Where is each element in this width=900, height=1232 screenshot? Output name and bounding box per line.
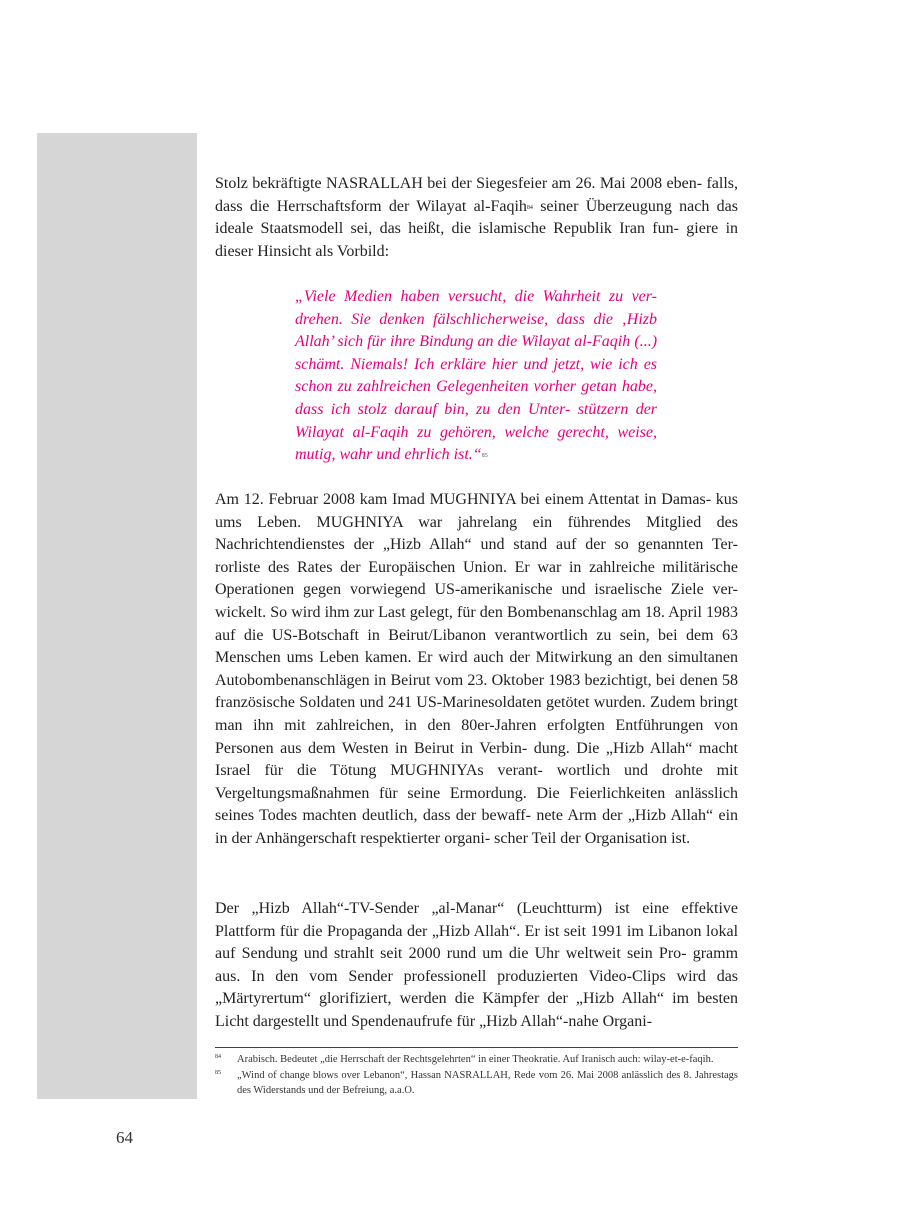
paragraph-1-text: Stolz bekräftigte NASRALLAH bei der Siegesfeier am 26. Mai 2008 eben- falls, dass die Herrschaftsform der Wilayat al-Faqih$^{84}$ seiner Überzeugung nach das ideale Staatsmodell sei, das heißt, die islamische Republik Iran fun- giere in dieser Hinsicht als Vorbild: [215, 175, 739, 260]
footnotes [215, 1052, 738, 1099]
footnote-divider [215, 1047, 738, 1048]
paragraph-2-text: Am 12. Februar 2008 kam Imad MUGHNIYA bei einem Attentat in Damas- kus ums Leben. MUGHNIYA war jahrelang ein führendes Mitglied des Nachrichtendienstes der „Hizb Allah“ und stand auf der so genannten Ter- rorliste des Rates der Europäischen Union. Er war in zahlreiche militärische Operationen gegen vorwiegend US-amerikanische und israelische Ziele ver- wickelt. So wird ihm zur Last gelegt, für den Bombenanschlag am 18. April 1983 auf die US-Botschaft in Beirut/Libanon verantwortlich zu sein, bei dem 63 Menschen ums Leben kamen. Er wird auch der Mitwirkung an den simultanen Autobombenanschlägen in Beirut vom 23. Oktober 1983 bezichtigt, bei denen 58 französische Soldaten und 241 US-Marinesoldaten getötet wurden. Zudem bringt man ihn mit zahlreichen, in den 80er-Jahren erfolgten Entführungen von Personen aus dem Westen in Beirut in Verbin- dung. Die „Hizb Allah“ macht Israel für die Tötung MUGHNIYAs verant- wortlich und drohte mit Vergeltungsmaßnahmen für seine Ermordung. Die Feierlichkeiten anlässlich seines Todes machten deutlich, dass der bewaff- nete Arm der „Hizb Allah“ ein in der Anhängerschaft respektierter organi- scher Teil der Organisation ist. [215, 491, 739, 847]
margin-bar [37, 133, 197, 1099]
block-quote: „Viele Medien haben versucht, die Wahrheit zu ver- drehen. Sie denken fälschlicherweise, dass die ‚Hizb Allah’ sich für ihre Bindung an die Wilayat al-Faqih (...) schämt. Niemals! Ich erkläre hier und jetzt, wie ich es schon zu zahlreichen Gelegenheiten vorher getan habe, dass ich stolz darauf bin, zu den Unter- stützern der Wilayat al-Faqih zu gehören, welche gerecht, weise, mutig, wahr und ehrlich ist.“$^{85}$ [295, 288, 658, 464]
footnote-text: Arabisch. Bedeutet „die Herrschaft der Rechtsgelehrten“ in einer Theokratie. Auf Iranisch auch: wilay-et-e-faqih. [237, 1054, 714, 1065]
footnote-ref-84[interactable]: 84 [526, 204, 533, 211]
paragraph-3 [215, 898, 738, 1034]
paragraph-3-text: Der „Hizb Allah“-TV-Sender „al-Manar“ (Leuchtturm) ist eine effektive Plattform für die Propaganda der „Hizb Allah“. Er ist seit 1991 im Libanon lokal auf Sendung und strahlt seit 2000 rund um die Uhr weltweit sein Pro- gramm aus. In den vom Sender professionell produzierten Video-Clips wird das „Märtyrertum“ glorifiziert, werden die Kämpfer der „Hizb Allah“ im besten Licht dargestellt und Spendenaufrufe für „Hizb Allah“-nahe Organi- [215, 900, 739, 1030]
page-number: 64 [116, 1128, 133, 1147]
footnote-number: 85 [215, 1069, 221, 1076]
paragraph-2 [215, 489, 738, 851]
footnote-number: 84 [215, 1054, 221, 1060]
paragraph-1 [215, 173, 738, 263]
footnote-85 [215, 1068, 738, 1099]
footnote-ref-85[interactable]: 85 [481, 453, 488, 460]
footnote-84 [215, 1052, 738, 1068]
footnote-text: „Wind of change blows over Lebanon“, Hassan NASRALLAH, Rede vom 26. Mai 2008 anlässlich des 8. Jahrestags des Widerstands und der Befreiung, a.a.O. [237, 1069, 738, 1096]
